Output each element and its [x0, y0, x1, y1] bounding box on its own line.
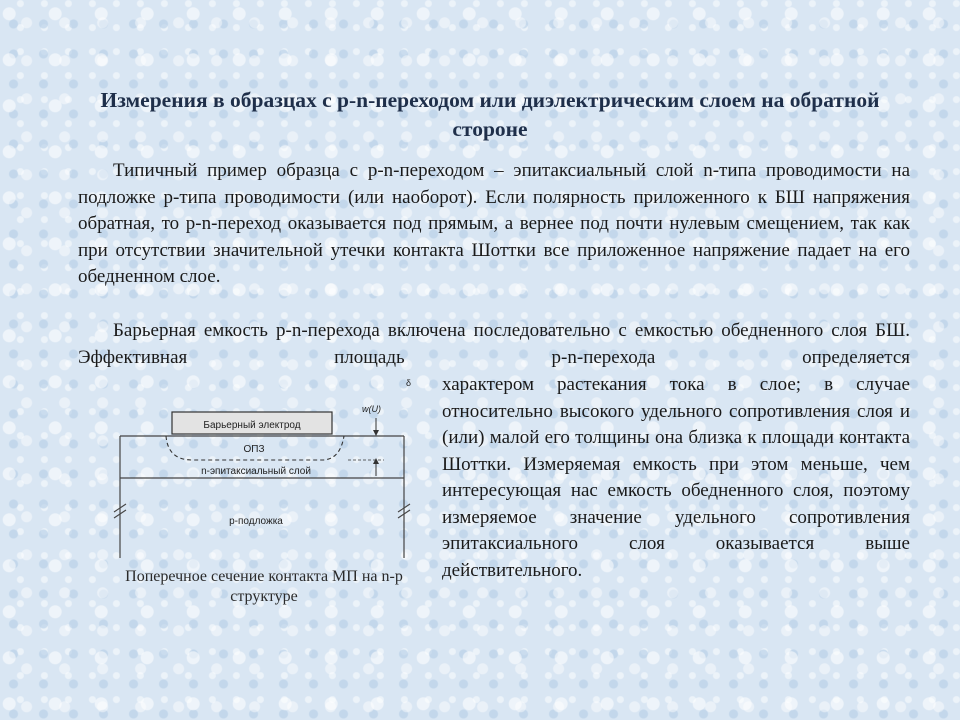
- width-label: w(U): [362, 404, 381, 414]
- figure-caption: Поперечное сечение контакта МП на n-p структуре: [125, 568, 403, 605]
- dimension-mark: δ: [406, 378, 412, 388]
- paragraph-1: Типичный пример образца с p-n-переходом – эпитаксиальный слой n-типа проводимости на подложке p-типа проводимости (или наоборот). Если полярность приложенного к БШ напряжения обратная, то p-n-переход оказывается под прямым, а вернее под почти нулевым смещением, так как при отсутствии значительной утечки контакта Шоттки все приложенное напряжение падает на его обедненном слое.: [78, 160, 910, 287]
- epi-layer-label: n-эпитаксиальный слой: [201, 466, 311, 477]
- cross-section-diagram: [108, 372, 420, 572]
- cross-section-figure: [108, 372, 420, 572]
- electrode-label: Барьерный электрод: [203, 420, 301, 431]
- depletion-label: ОПЗ: [243, 444, 265, 455]
- slide-title: Измерения в образцах с p-n-переходом или диэлектрическим слоем на обратной стороне: [100, 88, 880, 141]
- width-arrowhead-top: [373, 430, 379, 436]
- width-arrowhead-bottom: [373, 458, 379, 464]
- paragraph-2: Барьерная емкость p-n-перехода включена последовательно с емкостью обедненного слоя БШ. Эффективная площадь p-n-перехода определяется: [78, 320, 910, 368]
- substrate-label: p-подложка: [229, 516, 283, 527]
- paragraph-3: характером растекания тока в слое; в случае относительно высокого удельного сопротивления слоя и (или) малой его толщины она близка к площади контакта Шоттки. Измеряемая емкость при этом меньше, чем интересующая нас емкость обедненного слоя, поэтому измеряемое значение удельного сопротивления эпитаксиального слоя оказывается выше действительного.: [442, 374, 910, 581]
